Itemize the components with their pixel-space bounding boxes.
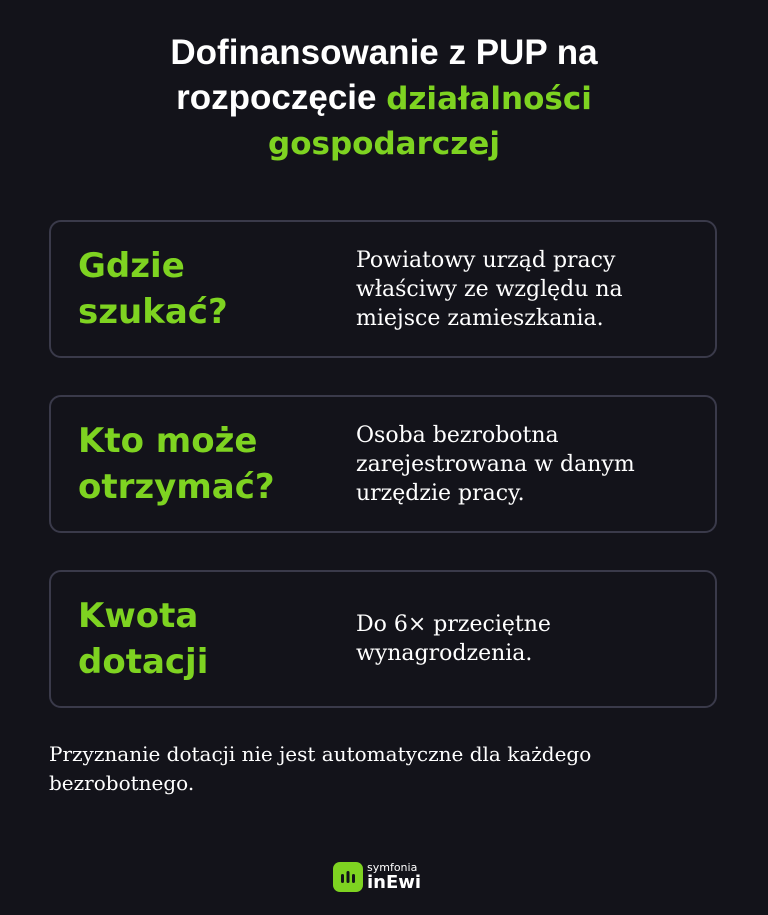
footnote: Przyznanie dotacji nie jest automatyczne dla każdego bezrobotnego.	[49, 742, 592, 795]
title-line-2-plain: rozpoczęcie	[176, 78, 387, 117]
logo-brand-small: symfonia	[367, 861, 418, 874]
card-label-amount-line1: Kwota	[78, 596, 199, 636]
title-highlight-1: działalności	[386, 81, 592, 117]
info-card-where	[49, 220, 717, 358]
logo-brand-name: inEwi	[367, 872, 422, 893]
brand-logo	[333, 860, 421, 894]
card-label-where	[78, 222, 338, 356]
card-text-amount: Do 6× przeciętne wynagrodzenia.	[356, 612, 551, 666]
info-card-amount	[49, 570, 717, 708]
title-highlight-2: gospodarczej	[268, 126, 500, 162]
card-text-who: Osoba bezrobotna zarejestrowana w danym urzędzie pracy.	[356, 422, 635, 506]
info-card-who	[49, 395, 717, 533]
card-label-amount	[78, 572, 338, 706]
symfonia-logo-icon	[333, 862, 363, 892]
card-label-where-line2: szukać?	[78, 292, 228, 332]
title-line-2	[0, 75, 768, 122]
card-label-amount-line2: dotacji	[78, 642, 209, 682]
title-line-1: Dofinansowanie z PUP na	[170, 33, 598, 72]
card-label-who-line1: Kto może	[78, 421, 258, 461]
card-label-who	[78, 397, 338, 531]
page-title	[0, 30, 768, 167]
card-label-where-line1: Gdzie	[78, 246, 185, 286]
card-text-where: Powiatowy urząd pracy właściwy ze względu na miejsce zamieszkania.	[356, 247, 623, 331]
card-label-who-line2: otrzymać?	[78, 467, 275, 507]
